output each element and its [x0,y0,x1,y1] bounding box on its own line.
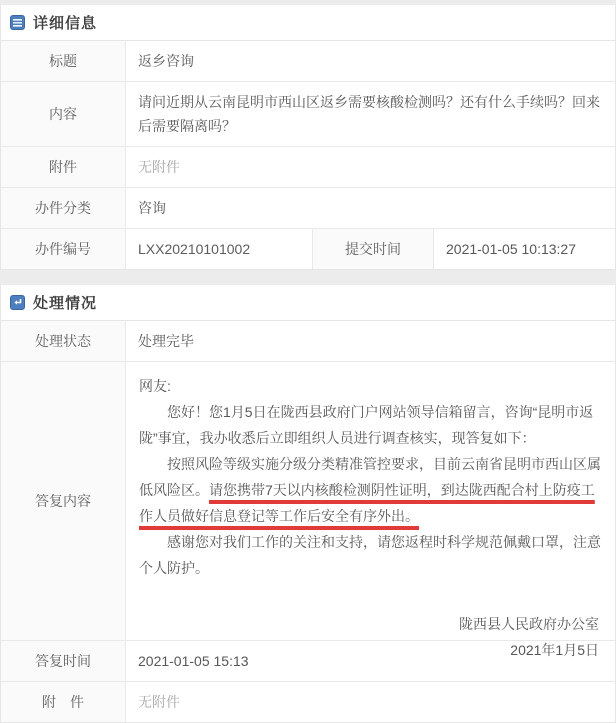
reply-content-label: 答复内容 [1,362,126,640]
reply-paragraph-2-underlined: 请您携带7天以内核酸检测阴性证明，到达陇西配合村上防疫工作人员做好信息登记等工作后安全有序外出。 [139,482,595,524]
signature-date: 2021年1月5日 [510,642,599,658]
reply-attachment-label: 附 件 [1,682,126,722]
content-value: 请问近期从云南昆明市西山区返乡需要核酸检测吗？还有什么手续吗？回来后需要隔离吗？ [138,94,600,134]
process-panel [0,285,616,723]
section-gap [0,270,616,285]
content-label: 内容 [1,82,126,146]
submit-time-label: 提交时间 [313,229,434,269]
attachment-label: 附件 [1,147,126,187]
reply-attachment-row [1,682,615,722]
process-section-title: 处理情况 [33,295,98,312]
number-value: LXX20210101002 [126,229,313,269]
reply-paragraph-3: 感谢您对我们工作的关注和支持，请您返程时科学规范佩戴口罩，注意个人防护。 [139,534,601,576]
title-label: 标题 [1,41,126,81]
attachment-row [1,147,615,188]
reply-content-row [1,362,615,658]
form-list-icon [10,15,25,30]
reply-time-value: 2021-01-05 15:13 [138,653,249,669]
number-row [1,229,615,269]
signature-office: 陇西县人民政府办公室 [459,616,599,632]
reply-paragraph-2-normal: 按照风险等级实施分级分类精准管控要求，目前云南省昆明市西山区属低风险区。 [139,456,601,498]
detail-section-header [1,5,615,41]
reply-content-body [126,362,615,658]
detail-panel [0,5,616,270]
title-row [1,41,615,82]
attachment-value: 无附件 [138,159,180,175]
detail-section-title: 详细信息 [33,15,98,32]
status-row [1,321,615,362]
title-value: 返乡咨询 [138,53,194,69]
category-row [1,188,615,229]
content-row [1,82,615,147]
reply-time-row [1,641,615,682]
number-label: 办件编号 [1,229,126,269]
reply-attachment-value: 无附件 [138,694,180,710]
status-label: 处理状态 [1,321,126,361]
reply-arrow-icon [10,295,25,310]
reply-salutation: 网友: [139,378,171,394]
category-value: 咨询 [138,200,166,216]
status-value: 处理完毕 [138,333,194,349]
reply-time-label: 答复时间 [1,641,126,681]
process-section-header [1,285,615,321]
submit-time-value: 2021-01-05 10:13:27 [446,241,576,257]
category-label: 办件分类 [1,188,126,228]
reply-paragraph-2 [139,451,605,529]
reply-paragraph-1: 您好！您1月5日在陇西县政府门户网站领导信箱留言，咨询“昆明市返陇”事宜，我办收悉后立即组织人员进行调查核实，现答复如下： [139,404,594,446]
